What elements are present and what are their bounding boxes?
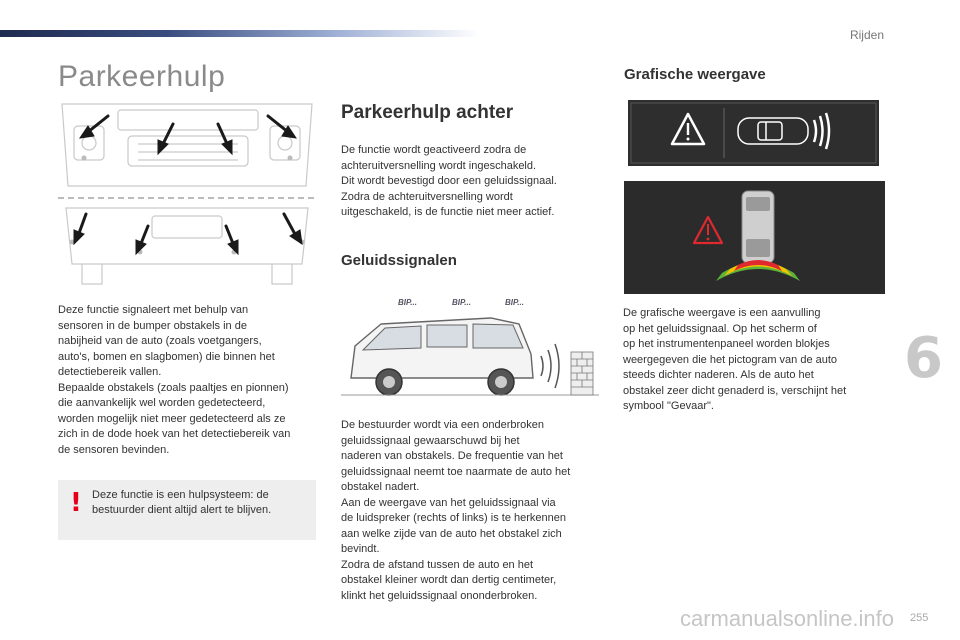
bumper-sensor-illustration (58, 96, 316, 294)
text-line: op het instrumentenpaneel worden blokjes (623, 338, 830, 350)
text-line: steeds dichter naderen. Als de auto het (623, 369, 814, 381)
text-line: op het geluidssignaal. Op het scherm of (623, 322, 817, 335)
text-line: worden mogelijk niet meer gedetecteerd als ze (58, 412, 286, 425)
text-line: De grafische weergave is een aanvulling (623, 307, 821, 319)
page-number: 255 (910, 612, 929, 624)
page-title: Parkeerhulp (58, 60, 226, 93)
text-line: geluidssignaal gewaarschuwd bij het (341, 434, 520, 447)
heading-sound-signals: Geluidssignalen (341, 252, 457, 269)
text-line: nabijheid van de auto (zoals voetgangers, (58, 335, 262, 347)
rear-paragraph (341, 143, 606, 221)
text-line: De bestuurder wordt via een onderbroken (341, 419, 545, 431)
text-line: Deze functie signaleert met behulp van (58, 304, 249, 316)
bip-label: BIP... (452, 298, 471, 307)
bip-label: BIP... (398, 298, 417, 307)
exclamation-icon: ! (70, 488, 82, 518)
text-line: obstakel zeer dicht genaderd is, verschijnt het (623, 384, 847, 397)
intro-paragraph (58, 303, 320, 458)
heading-graphic-display: Grafische weergave (624, 66, 766, 83)
text-line: klinkt het geluidssignaal ononderbroken. (341, 589, 538, 602)
text-line: Aan de weergave van het geluidssignaal via (341, 496, 556, 509)
text-line: bevindt. (341, 543, 380, 555)
text-line: de luidspreker (rechts of links) is te herkennen (341, 512, 566, 524)
text-line: aan welke zijde van de auto het obstakel zich (341, 527, 562, 540)
warning-text (92, 488, 308, 518)
text-line: Zodra de afstand tussen de auto en het (341, 558, 534, 571)
text-line: symbool "Gevaar". (623, 400, 714, 412)
chapter-number: 6 (904, 326, 943, 391)
text-line: Bepaalde obstakels (zoals paaltjes en pionnen) (58, 381, 289, 394)
header-bar (0, 30, 480, 37)
text-line: De functie wordt geactiveerd zodra de (341, 144, 527, 156)
warning-note (58, 480, 316, 540)
text-line: weergegeven die het pictogram van de auto (623, 353, 838, 366)
text-line: Zodra de achteruitversnelling wordt (341, 190, 513, 203)
text-line: naderen van obstakels. De frequentie van het (341, 450, 563, 462)
watermark: carmanualsonline.info (680, 606, 895, 631)
sensor-arrow-icon (74, 116, 302, 254)
text-line: geluidssignaal neemt toe naarmate de auto het (341, 465, 571, 478)
text-line: sensoren in de bumper obstakels in de (58, 319, 247, 332)
instrument-panel-display (628, 100, 879, 166)
heading-rear-parking: Parkeerhulp achter (341, 102, 514, 123)
text-line: detectiebereik vallen. (58, 366, 162, 378)
text-line: Dit wordt bevestigd door een geluidssignaal. (341, 175, 557, 187)
text-line: de sensoren bevinden. (58, 443, 170, 456)
text-line: obstakel nadert. (341, 481, 420, 493)
text-line: Deze functie is een hulpsysteem: de (92, 489, 269, 501)
graphic-paragraph (623, 306, 885, 415)
bip-label: BIP... (505, 298, 524, 307)
text-line: achteruitversnelling wordt ingeschakeld. (341, 159, 537, 172)
screen-display (624, 181, 885, 294)
text-line: bestuurder dient altijd alert te blijven. (92, 504, 272, 516)
text-line: obstakel kleiner wordt dan dertig centimeter, (341, 574, 557, 586)
text-line: die aanvankelijk wel worden gedetecteerd, (58, 397, 266, 409)
text-line: auto's, bomen en slagbomen) die binnen het (58, 350, 275, 363)
van-reversing-illustration (341, 294, 599, 412)
text-line: zich in de dode hoek van het detectiebereik van (58, 428, 291, 440)
text-line: uitgeschakeld, is de functie niet meer actief. (341, 206, 555, 218)
section-label: Rijden (849, 28, 884, 42)
sound-paragraph (341, 418, 606, 604)
